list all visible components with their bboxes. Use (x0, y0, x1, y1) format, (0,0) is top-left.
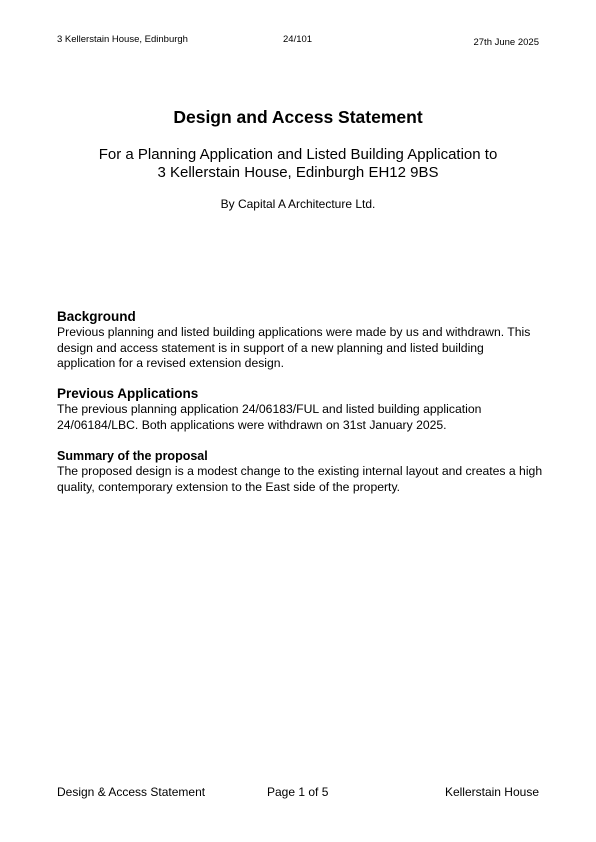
section-heading: Previous Applications (57, 386, 199, 401)
section-background (57, 309, 543, 372)
subtitle-line-2: 3 Kellerstain House, Edinburgh EH12 9BS (157, 164, 439, 181)
header-reference: 24/101 (283, 34, 313, 45)
section-body: Previous planning and listed building applications were made by us and withdrawn. This design and access statement is in support of a new planning and listed building application for a revised extension design. (57, 325, 531, 370)
section-summary-of-proposal (57, 448, 543, 495)
author-byline: By Capital A Architecture Ltd. (220, 197, 376, 211)
header-date: 27th June 2025 (473, 37, 539, 48)
document-subtitle (0, 146, 596, 182)
header-address: 3 Kellerstain House, Edinburgh (57, 34, 188, 45)
footer-page-number: Page 1 of 5 (267, 785, 329, 799)
subtitle-line-1: For a Planning Application and Listed Building Application to (98, 146, 498, 163)
section-previous-applications (57, 386, 543, 433)
section-body: The previous planning application 24/06183/FUL and listed building application 24/06184/LBC. Both applications were withdrawn on 31st January 2025. (57, 402, 482, 432)
footer-document-name: Design & Access Statement (57, 785, 206, 799)
document-title: Design and Access Statement (173, 107, 423, 127)
section-body: The proposed design is a modest change to the existing internal layout and creates a high quality, contemporary extension to the East side of the property. (57, 464, 543, 494)
section-heading: Background (57, 309, 136, 324)
footer-project-name: Kellerstain House (444, 785, 539, 799)
section-heading: Summary of the proposal (57, 449, 208, 463)
